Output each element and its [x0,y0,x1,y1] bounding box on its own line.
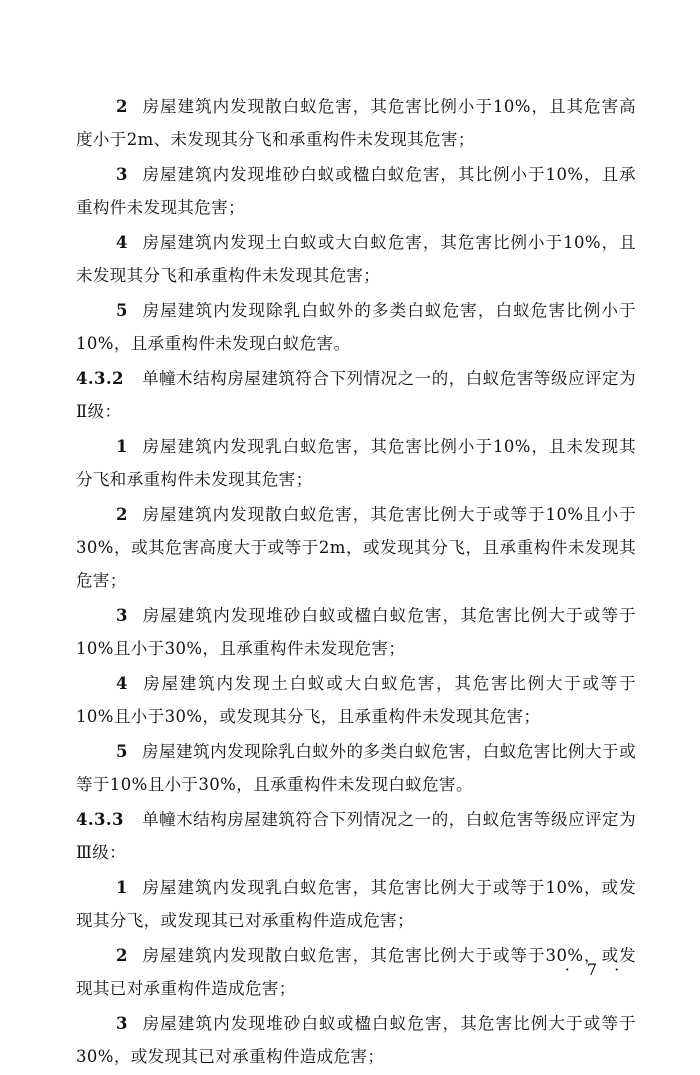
item-text: 房屋建筑内发现乳白蚁危害，其危害比例大于或等于10%，或发现其分飞，或发现其已对承重构件造成危害； [76,878,636,930]
item-number: 4 [116,233,128,252]
item-text: 房屋建筑内发现乳白蚁危害，其危害比例小于10%，且未发现其分飞和承重构件未发现其危害； [76,437,636,489]
item-text: 房屋建筑内发现堆砂白蚁或楹白蚁危害，其比例小于10%，且承重构件未发现其危害； [76,165,636,217]
list-item [76,735,636,801]
item-text: 房屋建筑内发现散白蚁危害，其危害比例小于10%，且其危害高度小于2m、未发现其分飞和承重构件未发现其危害； [76,97,636,149]
list-item [76,90,636,156]
list-item [76,430,636,496]
item-text: 房屋建筑内发现堆砂白蚁或楹白蚁危害，其危害比例大于或等于30%，或发现其已对承重构件造成危害； [76,1014,636,1066]
clause-text: 单幢木结构房屋建筑符合下列情况之一的，白蚁危害等级应评定为Ⅲ级： [76,810,636,862]
item-number: 2 [116,97,128,116]
item-number: 5 [116,742,128,761]
document-body [76,90,636,1075]
item-number: 4 [116,674,128,693]
item-number: 1 [116,437,128,456]
item-text: 房屋建筑内发现散白蚁危害，其危害比例大于或等于10%且小于30%，或其危害高度大于或等于2m，或发现其分飞，且承重构件未发现其危害； [76,505,636,590]
item-number: 5 [116,301,128,320]
list-item [76,498,636,597]
list-item [76,939,636,1005]
clause-number: 4.3.2 [76,369,124,388]
list-item [76,871,636,937]
item-text: 房屋建筑内发现土白蚁或大白蚁危害，其危害比例小于10%，且未发现其分飞和承重构件未发现其危害； [76,233,636,285]
list-item [76,226,636,292]
page-number: · 7 · [564,960,626,979]
item-text: 房屋建筑内发现土白蚁或大白蚁危害，其危害比例大于或等于10%且小于30%，或发现其分飞，且承重构件未发现其危害； [76,674,636,726]
item-text: 房屋建筑内发现除乳白蚁外的多类白蚁危害，白蚁危害比例大于或等于10%且小于30%，且承重构件未发现白蚁危害。 [76,742,636,794]
item-number: 1 [116,878,128,897]
clause-paragraph [76,803,636,869]
item-text: 房屋建筑内发现堆砂白蚁或楹白蚁危害，其危害比例大于或等于10%且小于30%，且承重构件未发现危害； [76,606,636,658]
clause-text: 单幢木结构房屋建筑符合下列情况之一的，白蚁危害等级应评定为Ⅱ级： [76,369,636,421]
item-number: 3 [116,1014,128,1033]
list-item [76,294,636,360]
clause-paragraph [76,362,636,428]
item-text: 房屋建筑内发现除乳白蚁外的多类白蚁危害，白蚁危害比例小于10%，且承重构件未发现白蚁危害。 [76,301,636,353]
item-text: 房屋建筑内发现散白蚁危害，其危害比例大于或等于30%，或发现其已对承重构件造成危害； [76,946,636,998]
item-number: 2 [116,946,128,965]
list-item [76,667,636,733]
item-number: 3 [116,165,128,184]
clause-number: 4.3.3 [76,810,124,829]
item-number: 3 [116,606,128,625]
list-item [76,158,636,224]
item-number: 2 [116,505,128,524]
list-item [76,599,636,665]
list-item [76,1007,636,1073]
